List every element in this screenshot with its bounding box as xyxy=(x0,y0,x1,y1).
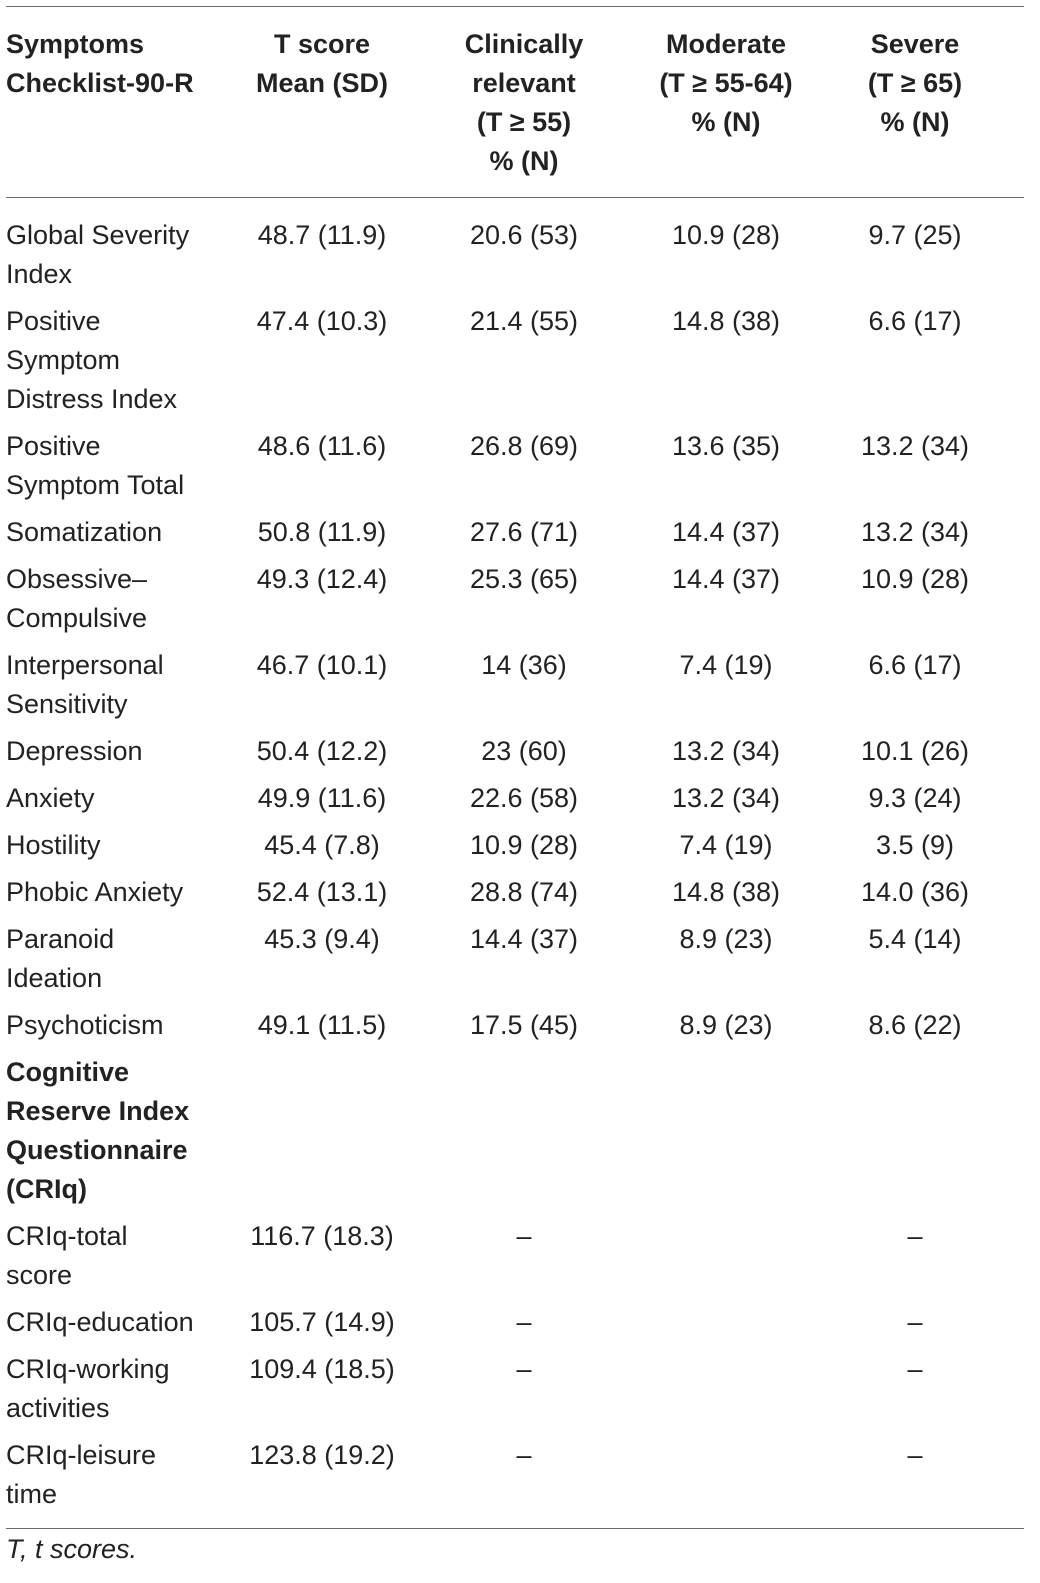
cell-mean-sd xyxy=(242,1049,402,1213)
cell-severe: 14.0 (36) xyxy=(860,877,970,907)
row-label xyxy=(6,728,242,775)
table-row xyxy=(6,1432,1024,1529)
cell-mean-sd: 123.8 (19.2) xyxy=(249,1440,395,1470)
symptoms-table xyxy=(6,6,1024,1529)
cell-moderate xyxy=(646,1213,806,1299)
cell-moderate: 7.4 (19) xyxy=(679,830,773,860)
header-severe-line: % (N) xyxy=(880,107,950,137)
header-t-score xyxy=(242,7,402,198)
row-label-line: Positive xyxy=(6,431,101,461)
row-label-line: Ideation xyxy=(6,963,103,993)
table-row xyxy=(6,775,1024,822)
header-symptoms-line: Checklist-90-R xyxy=(6,68,194,98)
header-clinically-relevant xyxy=(402,7,646,198)
row-label xyxy=(6,642,242,728)
cell-moderate: 8.9 (23) xyxy=(679,1010,773,1040)
cell-severe: 10.9 (28) xyxy=(860,564,970,594)
cell-mean-sd: 45.4 (7.8) xyxy=(264,830,380,860)
table-row xyxy=(6,1002,1024,1049)
row-label xyxy=(6,509,242,556)
cell-moderate: 14.4 (37) xyxy=(671,517,781,547)
cell-moderate: 13.6 (35) xyxy=(671,431,781,461)
row-label xyxy=(6,298,242,423)
row-label xyxy=(6,1002,242,1049)
header-t-score-line: T score xyxy=(273,29,371,59)
cell-clinically-relevant: 27.6 (71) xyxy=(469,517,579,547)
row-label-line: time xyxy=(6,1479,58,1509)
cell-mean-sd: 49.1 (11.5) xyxy=(257,1010,387,1040)
cell-severe: 5.4 (14) xyxy=(868,924,962,954)
cell-clinically-relevant: 17.5 (45) xyxy=(469,1010,579,1040)
cell-clinically-relevant: 26.8 (69) xyxy=(469,431,579,461)
table-footnote: T, t scores. xyxy=(6,1534,138,1564)
cell-clinically-relevant: – xyxy=(516,1440,532,1470)
row-label-line: Questionnaire xyxy=(6,1135,188,1165)
cell-mean-sd: 50.8 (11.9) xyxy=(257,517,387,547)
header-severe-line: Severe xyxy=(870,29,960,59)
cell-clinically-relevant: 14.4 (37) xyxy=(469,924,579,954)
row-label xyxy=(6,1299,242,1346)
header-clinically-relevant-line: (T ≥ 55) xyxy=(476,107,572,137)
cell-severe: 9.7 (25) xyxy=(868,220,962,250)
row-label-line: Sensitivity xyxy=(6,689,128,719)
cell-clinically-relevant: 20.6 (53) xyxy=(469,220,579,250)
row-label-line: Obsessive– xyxy=(6,564,148,594)
cell-severe: 6.6 (17) xyxy=(868,650,962,680)
row-label xyxy=(6,822,242,869)
cell-clinically-relevant: 25.3 (65) xyxy=(469,564,579,594)
cell-moderate xyxy=(646,1299,806,1346)
row-label-line: CRIq-leisure xyxy=(6,1440,157,1470)
row-label-line: Reserve Index xyxy=(6,1096,190,1126)
cell-moderate: 7.4 (19) xyxy=(679,650,773,680)
cell-mean-sd: 105.7 (14.9) xyxy=(249,1307,395,1337)
row-label-line: Symptom Total xyxy=(6,470,185,500)
row-label-line: Paranoid xyxy=(6,924,115,954)
table-row xyxy=(6,642,1024,728)
row-label xyxy=(6,198,242,299)
table-row xyxy=(6,509,1024,556)
row-label xyxy=(6,1346,242,1432)
cell-severe: 3.5 (9) xyxy=(875,830,955,860)
cell-severe: 8.6 (22) xyxy=(868,1010,962,1040)
cell-moderate: 8.9 (23) xyxy=(679,924,773,954)
row-label xyxy=(6,775,242,822)
header-moderate xyxy=(646,7,806,198)
cell-clinically-relevant: 23 (60) xyxy=(481,736,567,766)
row-label xyxy=(6,556,242,642)
cell-moderate: 14.8 (38) xyxy=(671,306,781,336)
cell-clinically-relevant: – xyxy=(516,1354,532,1384)
table-row xyxy=(6,869,1024,916)
cell-mean-sd: 109.4 (18.5) xyxy=(249,1354,395,1384)
header-symptoms-line: Symptoms xyxy=(6,29,145,59)
cell-clinically-relevant: 14 (36) xyxy=(481,650,567,680)
cell-severe: 9.3 (24) xyxy=(868,783,962,813)
row-label-line: Cognitive xyxy=(6,1057,130,1087)
row-label-line: Compulsive xyxy=(6,603,148,633)
row-label xyxy=(6,423,242,509)
table-row xyxy=(6,728,1024,775)
table-row xyxy=(6,298,1024,423)
row-label-line: CRIq-working xyxy=(6,1354,170,1384)
cell-moderate: 10.9 (28) xyxy=(671,220,781,250)
cell-mean-sd: 49.3 (12.4) xyxy=(256,564,388,594)
cell-moderate: 14.4 (37) xyxy=(671,564,781,594)
table-header xyxy=(6,7,1024,198)
row-label-line: score xyxy=(6,1260,73,1290)
cell-severe: – xyxy=(907,1307,923,1337)
table-body xyxy=(6,198,1024,1529)
cell-mean-sd: 52.4 (13.1) xyxy=(256,877,388,907)
cell-mean-sd: 48.6 (11.6) xyxy=(257,431,387,461)
cell-moderate: 13.2 (34) xyxy=(671,736,781,766)
table-row xyxy=(6,822,1024,869)
header-t-score-line: Mean (SD) xyxy=(255,68,388,98)
row-label-line: Phobic Anxiety xyxy=(6,877,184,907)
cell-clinically-relevant: 10.9 (28) xyxy=(469,830,579,860)
cell-mean-sd: 47.4 (10.3) xyxy=(256,306,388,336)
row-label-line: Interpersonal xyxy=(6,650,164,680)
cell-severe: – xyxy=(907,1440,923,1470)
header-clinically-relevant-line: relevant xyxy=(472,68,576,98)
table-row xyxy=(6,916,1024,1002)
table-row xyxy=(6,423,1024,509)
row-label-line: Index xyxy=(6,259,73,289)
header-clinically-relevant-line: Clinically xyxy=(464,29,584,59)
row-label-line: CRIq-total xyxy=(6,1221,128,1251)
cell-mean-sd: 46.7 (10.1) xyxy=(256,650,388,680)
row-label xyxy=(6,1432,242,1529)
cell-mean-sd: 116.7 (18.3) xyxy=(250,1221,394,1251)
cell-clinically-relevant xyxy=(402,1049,646,1213)
row-label-line: Anxiety xyxy=(6,783,95,813)
cell-severe xyxy=(806,1049,1024,1213)
header-row xyxy=(6,7,1024,198)
header-clinically-relevant-line: % (N) xyxy=(489,146,559,176)
row-label-line: Hostility xyxy=(6,830,101,860)
cell-severe: 10.1 (26) xyxy=(860,736,970,766)
row-label-line: Global Severity xyxy=(6,220,190,250)
header-moderate-line: % (N) xyxy=(691,107,761,137)
row-label xyxy=(6,916,242,1002)
cell-severe: 13.2 (34) xyxy=(860,431,970,461)
row-label xyxy=(6,1049,242,1213)
row-label-line: CRIq-education xyxy=(6,1307,194,1337)
cell-mean-sd: 45.3 (9.4) xyxy=(264,924,380,954)
cell-moderate: 14.8 (38) xyxy=(671,877,781,907)
table-row xyxy=(6,1299,1024,1346)
row-label-line: Distress Index xyxy=(6,384,178,414)
row-label-line: Positive xyxy=(6,306,101,336)
cell-clinically-relevant: 21.4 (55) xyxy=(469,306,579,336)
cell-clinically-relevant: 22.6 (58) xyxy=(469,783,579,813)
cell-clinically-relevant: – xyxy=(516,1307,532,1337)
cell-mean-sd: 49.9 (11.6) xyxy=(257,783,387,813)
row-label-line: activities xyxy=(6,1393,110,1423)
row-label-line: Somatization xyxy=(6,517,163,547)
cell-moderate xyxy=(646,1346,806,1432)
row-label-line: (CRIq) xyxy=(6,1174,87,1204)
header-symptoms xyxy=(6,7,242,198)
row-label-line: Psychoticism xyxy=(6,1010,164,1040)
cell-mean-sd: 50.4 (12.2) xyxy=(256,736,388,766)
cell-severe: 13.2 (34) xyxy=(860,517,970,547)
row-label-line: Depression xyxy=(6,736,143,766)
cell-clinically-relevant: – xyxy=(516,1221,532,1251)
cell-moderate xyxy=(646,1432,806,1529)
cell-moderate: 13.2 (34) xyxy=(671,783,781,813)
header-severe-line: (T ≥ 65) xyxy=(867,68,963,98)
cell-severe: – xyxy=(907,1221,923,1251)
header-severe xyxy=(806,7,1024,198)
table-row xyxy=(6,1346,1024,1432)
table-row xyxy=(6,198,1024,299)
header-moderate-line: (T ≥ 55-64) xyxy=(659,68,793,98)
cell-moderate xyxy=(646,1049,806,1213)
row-label xyxy=(6,1213,242,1299)
cell-mean-sd: 48.7 (11.9) xyxy=(257,220,387,250)
table-row xyxy=(6,1213,1024,1299)
row-label xyxy=(6,869,242,916)
row-label-line: Symptom xyxy=(6,345,121,375)
section-header-row xyxy=(6,1049,1024,1213)
table-row xyxy=(6,556,1024,642)
cell-severe: – xyxy=(907,1354,923,1384)
header-moderate-line: Moderate xyxy=(665,29,787,59)
cell-severe: 6.6 (17) xyxy=(868,306,962,336)
cell-clinically-relevant: 28.8 (74) xyxy=(469,877,579,907)
